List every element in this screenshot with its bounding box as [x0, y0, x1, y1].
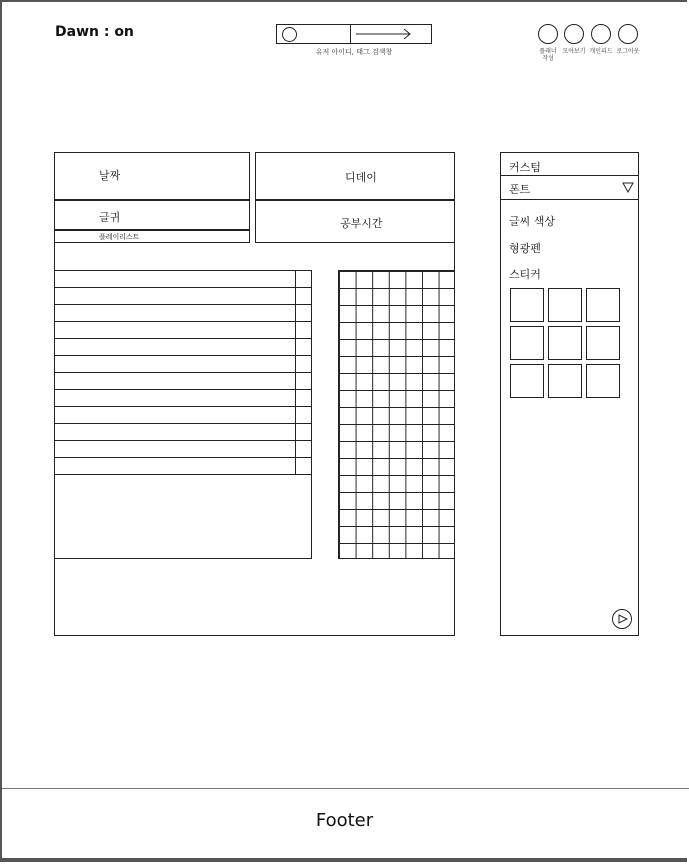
- triangle-down-icon[interactable]: [622, 182, 634, 193]
- todo-checkbox[interactable]: [295, 339, 311, 356]
- todo-checkbox[interactable]: [295, 458, 311, 475]
- dday-label: 디데이: [345, 171, 377, 184]
- nav-label-3[interactable]: 로그아웃: [616, 48, 640, 55]
- todo-checkbox[interactable]: [295, 322, 311, 339]
- sticker-slot[interactable]: [510, 288, 544, 322]
- footer: Footer: [315, 810, 374, 831]
- panel-title-row: [501, 153, 638, 176]
- date-cell[interactable]: [54, 152, 250, 200]
- playlist-label: 플레이리스트: [99, 233, 140, 241]
- todo-row[interactable]: [55, 407, 311, 424]
- todo-row[interactable]: [55, 288, 311, 305]
- todo-checkbox[interactable]: [295, 424, 311, 441]
- todo-row[interactable]: [55, 271, 311, 288]
- date-label: 날짜: [99, 169, 121, 182]
- todo-row[interactable]: [55, 373, 311, 390]
- todo-list[interactable]: [54, 270, 312, 559]
- todo-checkbox[interactable]: [295, 407, 311, 424]
- highlighter-option[interactable]: 형광펜: [509, 242, 541, 255]
- todo-checkbox[interactable]: [295, 305, 311, 322]
- search-caption: 유저 아이디, 태그 검색창: [315, 48, 393, 56]
- quote-label: 글귀: [99, 211, 121, 224]
- quote-cell[interactable]: [54, 200, 250, 230]
- sticker-slot[interactable]: [548, 326, 582, 360]
- nav-label-2[interactable]: 개인피드: [589, 48, 613, 55]
- sticker-slot[interactable]: [586, 364, 620, 398]
- study-time-label: 공부시간: [340, 217, 383, 230]
- todo-row[interactable]: [55, 305, 311, 322]
- custom-panel: [500, 152, 639, 636]
- todo-checkbox[interactable]: [295, 356, 311, 373]
- search-input[interactable]: [276, 24, 432, 44]
- todo-checkbox[interactable]: [295, 271, 311, 288]
- sticker-slot[interactable]: [586, 288, 620, 322]
- nav-button-3[interactable]: [618, 24, 638, 44]
- text-color-option[interactable]: 글씨 색상: [509, 215, 556, 228]
- footer-divider: [2, 788, 689, 789]
- search-divider: [350, 25, 351, 43]
- timetable-grid[interactable]: [338, 270, 455, 559]
- todo-row[interactable]: [55, 322, 311, 339]
- study-time-cell[interactable]: [255, 200, 455, 243]
- sticker-label: 스티커: [509, 268, 541, 281]
- play-icon[interactable]: [612, 609, 632, 629]
- todo-row[interactable]: [55, 390, 311, 407]
- todo-row[interactable]: [55, 441, 311, 458]
- search-circle-icon: [282, 27, 297, 42]
- nav-button-2[interactable]: [591, 24, 611, 44]
- todo-checkbox[interactable]: [295, 288, 311, 305]
- sticker-slot[interactable]: [586, 326, 620, 360]
- nav-button-1[interactable]: [564, 24, 584, 44]
- nav-button-0[interactable]: [538, 24, 558, 44]
- font-select[interactable]: [501, 176, 638, 200]
- nav-label-1[interactable]: 모아보기: [562, 48, 586, 55]
- panel-title: 커스텀: [509, 161, 541, 174]
- todo-row[interactable]: [55, 339, 311, 356]
- sticker-slot[interactable]: [548, 288, 582, 322]
- todo-checkbox[interactable]: [295, 390, 311, 407]
- todo-row[interactable]: [55, 458, 311, 475]
- nav-label-0[interactable]: 플래너 작성: [539, 48, 557, 62]
- brand-logo[interactable]: Dawn : on: [55, 24, 134, 40]
- todo-checkbox[interactable]: [295, 441, 311, 458]
- sticker-slot[interactable]: [510, 326, 544, 360]
- arrow-right-icon[interactable]: [354, 25, 414, 43]
- sticker-slot[interactable]: [548, 364, 582, 398]
- todo-row[interactable]: [55, 424, 311, 441]
- dday-cell[interactable]: [255, 152, 455, 200]
- sticker-slot[interactable]: [510, 364, 544, 398]
- playlist-cell[interactable]: [54, 230, 250, 243]
- todo-row[interactable]: [55, 356, 311, 373]
- font-label: 폰트: [509, 183, 531, 196]
- todo-checkbox[interactable]: [295, 373, 311, 390]
